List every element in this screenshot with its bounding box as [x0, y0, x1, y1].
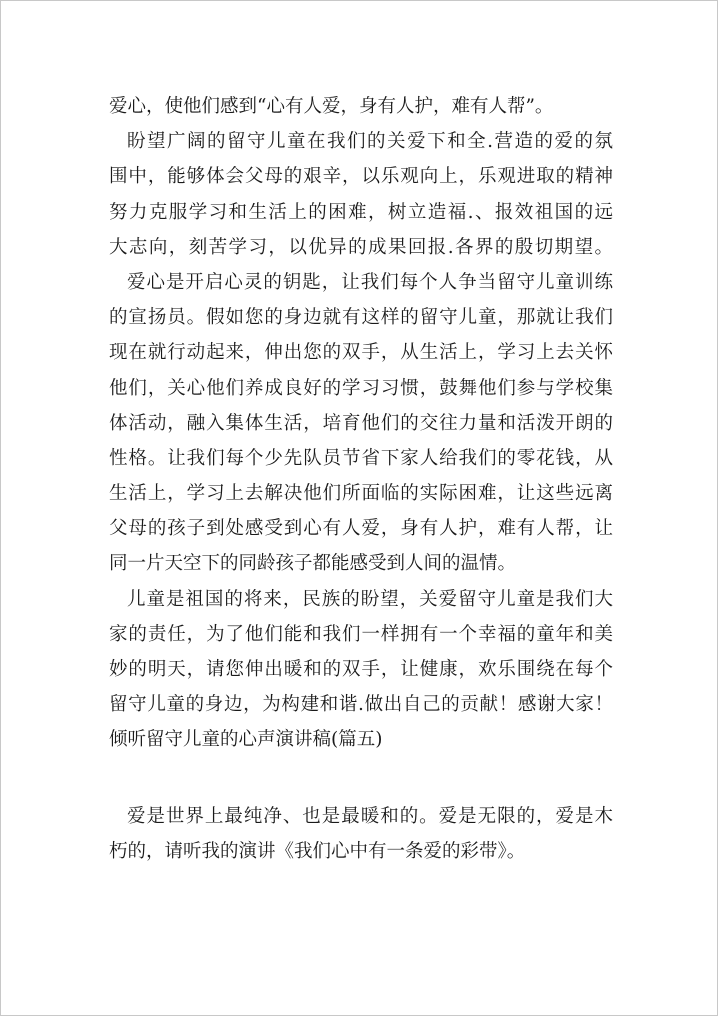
text-line: 家的责任，为了他们能和我们一样拥有一个幸福的童年和美 — [109, 623, 613, 645]
text-line: 留守儿童的身边，为构建和谐.做出自己的贡献！感谢大家！ — [109, 694, 613, 716]
text-line: 的宣扬员。假如您的身边就有这样的留守儿童，那就让我们 — [109, 307, 613, 329]
text-line: 爱心是开启心灵的钥匙，让我们每个人争当留守儿童训练 — [127, 271, 613, 293]
text-line: 体活动，融入集体生活，培育他们的交往力量和活泼开朗的 — [109, 412, 613, 434]
paragraph — [109, 582, 613, 723]
paragraph-gap — [109, 758, 613, 799]
text-line: 爱是世界上最纯净、也是最暖和的。爱是无限的，爱是木 — [127, 805, 613, 827]
paragraph — [109, 799, 613, 869]
text-line: 现在就行动起来，伸出您的双手，从生活上，学习上去关怀 — [109, 342, 613, 364]
text-line: 生活上，学习上去解决他们所面临的实际困难，让这些远离 — [109, 483, 613, 505]
text-line: 朽的，请听我的演讲《我们心中有一条爱的彩带》。 — [109, 840, 526, 862]
section-heading — [109, 722, 613, 757]
text-line: 父母的孩子到处感受到心有人爱，身有人护，难有人帮，让 — [109, 518, 613, 540]
text-line: 他们，关心他们养成良好的学习习惯，鼓舞他们参与学校集 — [109, 377, 613, 399]
document-body — [109, 89, 613, 869]
text-line: 大志向，刻苦学习，以优异的成果回报.各界的殷切期望。 — [109, 236, 613, 258]
text-line: 盼望广阔的留守儿童在我们的关爱下和全.营造的爱的氛 — [127, 131, 613, 153]
text-line: 围中，能够体会父母的艰辛，以乐观向上，乐观进取的精神 — [109, 166, 613, 188]
text-line: 儿童是祖国的将来，民族的盼望，关爱留守儿童是我们大 — [127, 588, 613, 610]
text-line: 同一片天空下的同龄孩子都能感受到人间的温情。 — [109, 553, 517, 575]
paragraph — [109, 89, 613, 124]
paragraph — [109, 265, 613, 582]
text-line: 努力克服学习和生活上的困难，树立造福.、报效祖国的远 — [109, 201, 613, 223]
text-line: 爱心，使他们感到“心有人爱，身有人护，难有人帮”。 — [109, 96, 554, 117]
text-line: 性格。让我们每个少先队员节省下家人给我们的零花钱，从 — [109, 447, 613, 469]
paragraph — [109, 124, 613, 265]
heading-text: 倾听留守儿童的心声演讲稿(篇五) — [109, 729, 383, 751]
text-line: 妙的明天，请您伸出暖和的双手，让健康，欢乐围绕在每个 — [109, 659, 613, 680]
